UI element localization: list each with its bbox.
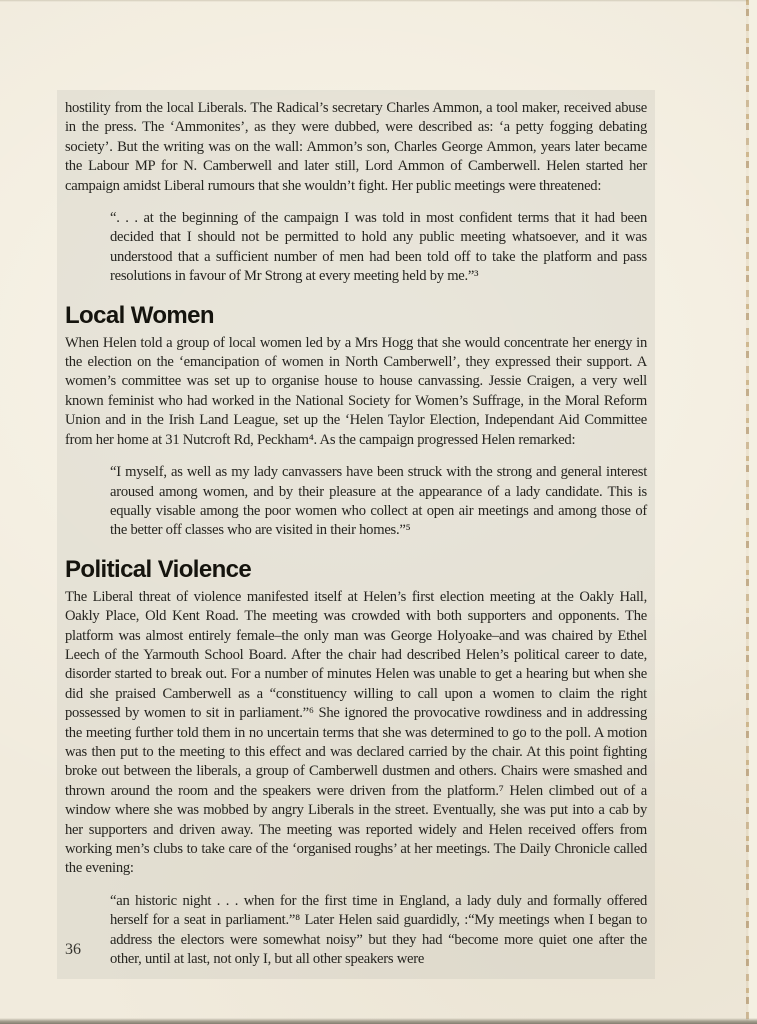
blockquote-daily-chronicle: “an historic night . . . when for the first time in England, a lady duly and formally offered herself for a seat in parliament.”⁸ Later Helen said guardidly, :“My meetings when I began to address the electors were somewhat noisy” but they had “become more quiet one after the other, until at last, not only I, but all other speakers were [110, 892, 647, 968]
intro-paragraph: hostility from the local Liberals. The Radical’s secretary Charles Ammon, a tool maker, received abuse in the press. The ‘Ammonites’, as they were dubbed, were described as: ‘a petty fogging debating society’. But the writing was on the wall: Ammon’s son, Charles George Ammon, years later became the Labour MP for N. Camberwell and later still, Lord Ammon of Camberwell. Helen started her campaign amidst Liberal rumours that she wouldn’t fight. Her public meetings were threatened: [65, 100, 647, 194]
scan-bottom-shadow [0, 1018, 757, 1024]
blockquote-lady-canvassers: “I myself, as well as my lady canvassers have been struck with the strong and general interest aroused among women, and by their pleasure at the appearance of a lady candidate. This is equally visable among the poor women who collect at open air meetings and among those of the better off classes who are visited in their homes.”⁵ [110, 464, 647, 539]
deckle-edge [746, 0, 749, 1024]
section-heading-local-women: Local Women [65, 301, 214, 329]
page-number: 36 [65, 941, 81, 958]
paragraph-local-women: When Helen told a group of local women led by a Mrs Hogg that she would concentrate her energy in the election on the ‘emancipation of women in North Camberwell’, they expressed their support. A women’s committee was set up to organise house to house canvassing. Jessie Craigen, a very well known feminist who had worked in the National Society for Women’s Suffrage, in the Moral Reform Union and in the Irish Land League, set up the ‘Helen Taylor Election, Independant Aid Committee from her home at 31 Nutcroft Rd, Peckham⁴. As the campaign progressed Helen remarked: [65, 334, 647, 448]
text-column [57, 90, 655, 979]
paragraph-political-violence: The Liberal threat of violence manifested itself at Helen’s first election meeting at the Oakly Hall, Oakly Place, Old Kent Road. The meeting was crowded with both supporters and opponents. The platform was almost entirely female–the only man was George Holyoake–and was chaired by Ethel Leech of the Yarmouth School Board. After the chair had described Helen’s political career to date, disorder started to break out. For a number of minutes Helen was unable to get a hearing but when she did she praised Camberwell as a “constituency willing to call upon a women to claim the right possessed by women to sit in parliament.”⁶ She ignored the provocative rowdiness and in addressing the meeting further told them in no uncertain terms that she was determined to go to the poll. A motion was then put to the meeting to this effect and was declared carried by the chair. At this point fighting broke out between the liberals, a group of Camberwell dustmen and others. Chairs were smashed and thrown around the room and the speakers were driven from the platform.⁷ Helen climbed out of a window where she was mobbed by angry Liberals in the street. Eventually, she was put into a cab by her supporters and driven away. The meeting was reported widely and Helen received offers from working men’s clubs to take care of the ‘organised roughs’ at her meetings. The Daily Chronicle called the evening: [65, 588, 647, 877]
scan-top-edge [0, 0, 757, 2]
section-heading-political-violence: Political Violence [65, 555, 252, 583]
page-edge-strip [748, 0, 757, 1024]
blockquote-campaign-threat: “. . . at the beginning of the campaign I was told in most confident terms that it had been decided that I should not be permitted to hold any public meeting whatsoever, and it was understood that a sufficient number of men had been told off to take the platform and pass resolutions in favour of Mr Strong at every meeting held by me.”³ [110, 210, 647, 285]
